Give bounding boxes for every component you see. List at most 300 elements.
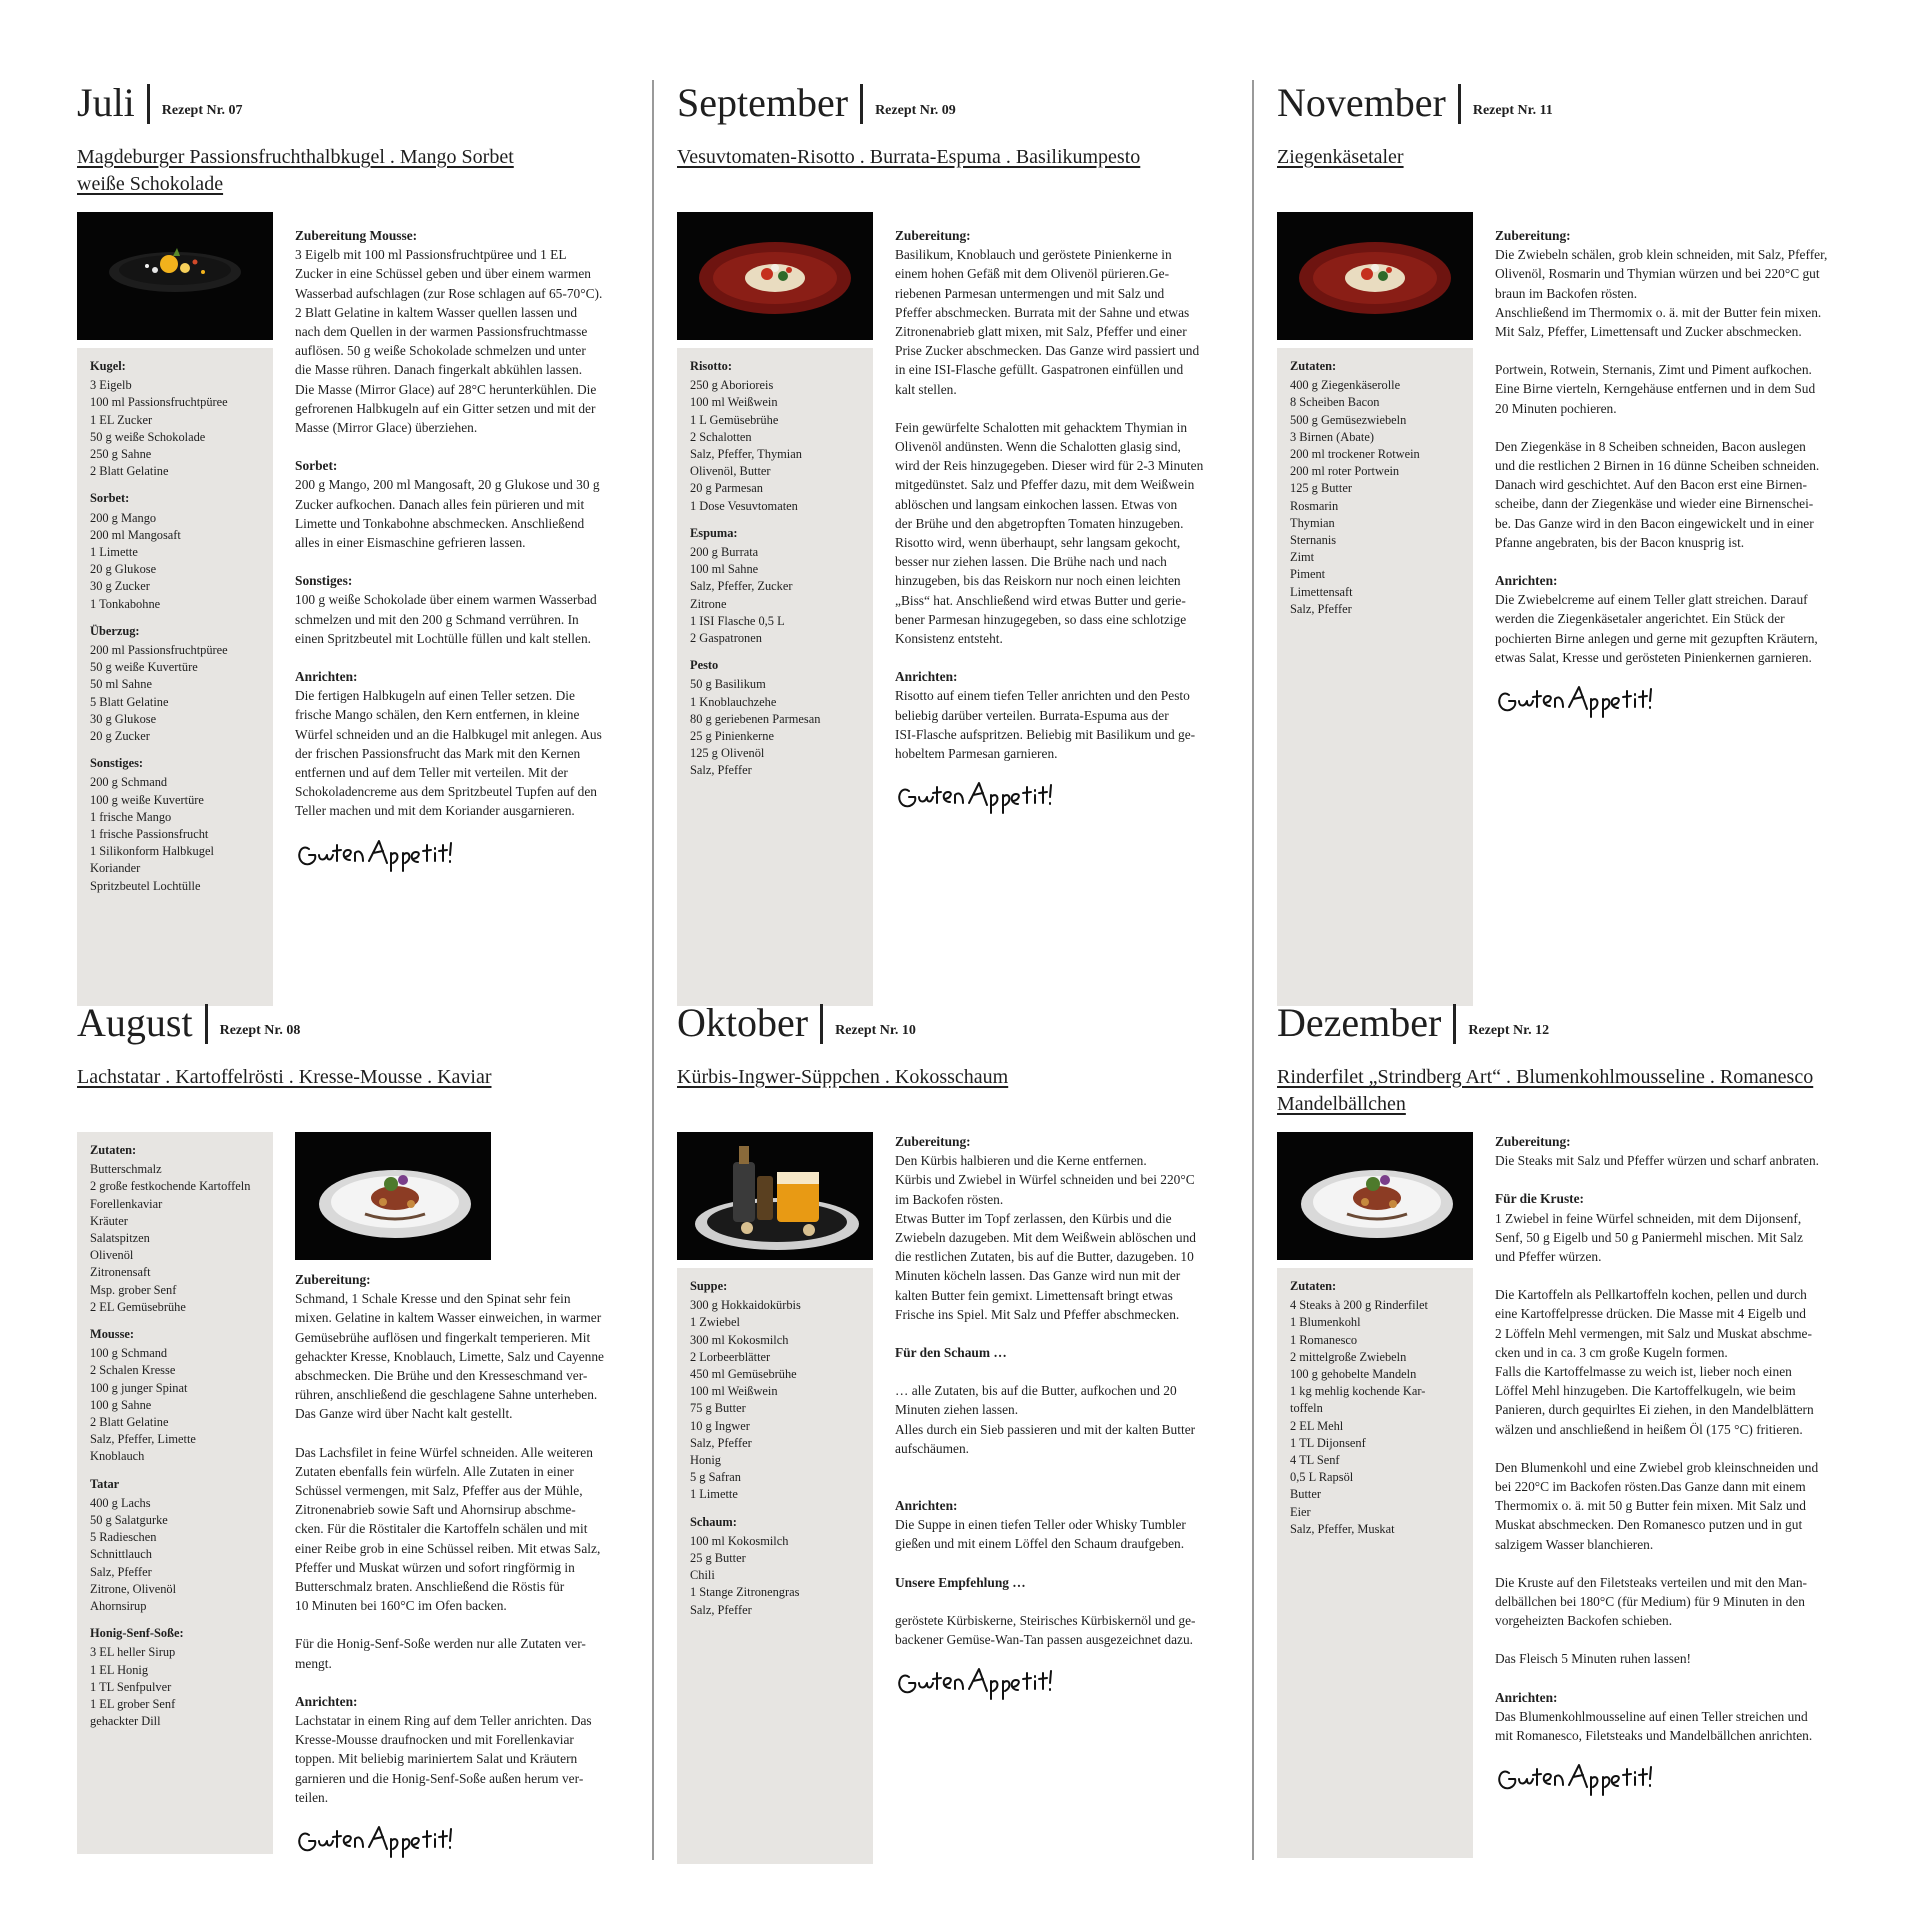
preparation-line: und Pfeffer würzen.	[1495, 1249, 1602, 1265]
preparation-line: der Brühe und den abgetropften Tomaten hinzugeben.	[895, 515, 1184, 531]
preparation-step-title: Zubereitung:	[895, 228, 971, 243]
dish-photo	[677, 212, 873, 340]
ingredient-group-title: Schaum:	[690, 1514, 737, 1529]
recipe-title-line: Ziegenkäsetaler	[1277, 146, 1404, 168]
ingredients-box	[677, 1268, 873, 1864]
preparation-line: Kürbis und Zwiebel in Würfel schneiden und bei 220°C	[895, 1172, 1195, 1188]
preparation-text	[895, 226, 1233, 817]
preparation-line: Pfanne angebraten, bis der Bacon knusprig ist.	[1495, 534, 1745, 550]
preparation-line: 10 Minuten bei 160°C im Ofen backen.	[295, 1598, 507, 1614]
preparation-line: Mit Salz, Pfeffer, Limettensaft und Zucker abschmecken.	[1495, 324, 1802, 340]
ingredient-item: 400 g Ziegenkäserolle	[1290, 378, 1401, 393]
recipe-card-oktober	[677, 990, 1237, 1648]
preparation-line: abschmecken. Die Brühe und den Kresseschmand ver-	[295, 1368, 588, 1384]
paragraph-spacer	[1495, 341, 1833, 360]
ingredient-item: 450 ml Gemüsebrühe	[690, 1367, 797, 1382]
ingredient-item: 50 g Basilikum	[690, 677, 766, 692]
month-title: Juli	[77, 80, 135, 125]
ingredient-item: 200 ml trockener Rotwein	[1290, 447, 1420, 462]
recipe-header	[77, 70, 637, 126]
ingredient-item: Olivenöl	[90, 1248, 134, 1263]
dish-photo	[677, 1132, 873, 1260]
header-divider	[205, 1004, 208, 1044]
preparation-line: auflösen. 50 g weiße Schokolade schmelzen und unter	[295, 343, 586, 359]
recipe-title	[77, 144, 637, 200]
preparation-line: riebenen Parmesan untermengen und mit Salz und	[895, 285, 1165, 301]
ingredient-item: Salz, Pfeffer, Muskat	[1290, 1521, 1395, 1536]
ingredient-item: 200 ml roter Portwein	[1290, 464, 1400, 479]
dish-photo	[1277, 212, 1473, 340]
ingredient-item: Ahornsirup	[90, 1599, 147, 1614]
preparation-text	[895, 1132, 1233, 1703]
preparation-line: einen Spritzbeutel mit Lochtülle füllen und kalt stellen.	[295, 630, 592, 646]
guten-appetit-signature	[895, 777, 1055, 817]
preparation-step-title: Sonstiges:	[295, 573, 353, 589]
ingredient-item: 5 g Safran	[690, 1470, 741, 1485]
preparation-line: Olivenöl, Rosmarin und Thymian würzen und bei 220°C gut	[1495, 266, 1820, 282]
ingredient-item: 30 g Zucker	[90, 579, 150, 594]
preparation-line: cken und in ca. 3 cm große Kugeln formen.	[1495, 1344, 1728, 1360]
preparation-line: Schokoladencreme aus dem Spritzbeutel Tupfen auf den	[295, 784, 597, 800]
recipe-title-line: Lachstatar . Kartoffelrösti . Kresse-Mousse . Kaviar	[77, 1066, 492, 1088]
paragraph-spacer	[1495, 418, 1833, 437]
month-title: Dezember	[1277, 1000, 1442, 1045]
preparation-line: Konsistenz entsteht.	[895, 631, 1003, 647]
preparation-line: garnieren und die Honig-Senf-Soße außen herum ver-	[295, 1770, 584, 1786]
paragraph-spacer	[895, 399, 1233, 418]
ingredient-item: 2 EL Gemüsebrühe	[90, 1299, 186, 1314]
ingredient-item: 1 TL Dijonsenf	[1290, 1435, 1366, 1450]
preparation-line: aufschäumen.	[895, 1440, 969, 1456]
preparation-line: Schüssel vermengen, mit Salz, Pfeffer aus der Mühle,	[295, 1483, 583, 1499]
ingredient-item: 2 Gaspatronen	[690, 631, 762, 646]
ingredient-group-title: Espuma:	[690, 525, 738, 540]
preparation-line: Gemüsebrühe auflösen und fingerkalt temperieren. Mit	[295, 1329, 591, 1345]
ingredient-item: 250 g Aborioreis	[690, 378, 774, 393]
ingredient-item: 1 ISI Flasche 0,5 L	[690, 613, 785, 628]
ingredients-box	[1277, 348, 1473, 1006]
ingredient-group-title: Tatar	[90, 1476, 120, 1491]
ingredient-item: Salz, Pfeffer, Thymian	[690, 447, 802, 462]
preparation-line: 20 Minuten pochieren.	[1495, 400, 1617, 416]
preparation-text	[1495, 226, 1833, 721]
paragraph-spacer	[1495, 1170, 1833, 1189]
ingredient-item: 1 EL grober Senf	[90, 1697, 176, 1712]
preparation-line: Thermomix o. ä. mit 50 g Butter fein mixen. Mit Salz und	[1495, 1498, 1806, 1514]
preparation-line: die restlichen Zutaten, bis auf die Butter, dazugeben. 10	[895, 1249, 1194, 1265]
recipe-card-dezember	[1277, 990, 1837, 1744]
preparation-line: nach dem Quellen in der warmen Passionsfruchtmasse	[295, 324, 588, 340]
paragraph-spacer	[895, 1458, 1233, 1477]
ingredient-group-title: Risotto:	[690, 359, 732, 373]
recipe-number: Rezept Nr. 08	[219, 1023, 301, 1038]
ingredient-item: Honig	[690, 1453, 721, 1468]
ingredient-item: 125 g Butter	[1290, 481, 1352, 496]
preparation-step-title: Für die Kruste:	[1495, 1191, 1585, 1207]
ingredient-item: 125 g Olivenöl	[690, 746, 765, 761]
recipe-header	[1277, 990, 1837, 1046]
ingredient-item: Koriander	[90, 861, 141, 876]
ingredient-item: 100 g Sahne	[90, 1397, 152, 1412]
ingredient-item: 2 EL Mehl	[1290, 1418, 1344, 1433]
guten-appetit-signature	[1495, 681, 1655, 721]
preparation-line: Butterschmalz braten. Anschließend die Röstis für	[295, 1579, 565, 1595]
preparation-line: Risotto wird, wenn überhaupt, sehr langsam gekocht,	[895, 535, 1181, 551]
ingredient-item: 100 g gehobelte Mandeln	[1290, 1367, 1417, 1382]
ingredient-item: 1 frische Mango	[90, 809, 172, 824]
preparation-line: Den Blumenkohl und eine Zwiebel grob kleinschneiden und	[1495, 1459, 1819, 1475]
preparation-line: im Backofen rösten.	[895, 1191, 1004, 1207]
month-title: November	[1277, 80, 1446, 125]
ingredient-item: Salz, Pfeffer, Zucker	[690, 579, 793, 594]
preparation-line: be. Das Ganze wird in den Bacon eingewickelt und in einer	[1495, 515, 1814, 531]
preparation-line: 3 Eigelb mit 100 ml Passionsfruchtpüree und 1 EL	[295, 247, 567, 263]
preparation-line: kalt stellen.	[895, 381, 957, 397]
ingredient-item: Thymian	[1290, 515, 1335, 530]
preparation-line: in eine ISI-Flasche gefüllt. Gaspatronen einfüllen und	[895, 362, 1184, 378]
ingredient-item: 100 ml Passionsfruchtpüree	[90, 395, 228, 410]
preparation-line: hinzugeben, bis das Reiskorn nur noch einen leichten	[895, 573, 1181, 589]
recipe-title-line: Kürbis-Ingwer-Süppchen . Kokosschaum	[677, 1066, 1009, 1088]
paragraph-spacer	[295, 1615, 633, 1634]
preparation-line: … alle Zutaten, bis auf die Butter, aufkochen und 20	[895, 1383, 1177, 1399]
preparation-line: einem hohen Gefäß mit dem Olivenöl pürieren.Ge-	[895, 266, 1170, 282]
preparation-line: besser nur ziehen lassen. Die Brühe nach und nach	[895, 554, 1167, 570]
ingredient-item: toffeln	[1290, 1401, 1323, 1416]
preparation-line: pochierten Birne anlegen und gerne mit gezupften Kräutern,	[1495, 630, 1818, 646]
preparation-line: geröstete Kürbiskerne, Steirisches Kürbiskernöl und ge-	[895, 1612, 1196, 1628]
paragraph-spacer	[1495, 1266, 1833, 1285]
month-title: September	[677, 80, 849, 125]
preparation-line: toppen. Mit beliebig mariniertem Salat und Kräutern	[295, 1751, 578, 1767]
preparation-line: Kresse-Mousse draufnocken und mit Forellenkaviar	[295, 1732, 574, 1748]
paragraph-spacer	[295, 437, 633, 456]
preparation-line: Zitronenabrieb glatt mixen, mit Salz, Pfeffer und einer	[895, 324, 1187, 340]
header-divider	[1453, 1004, 1456, 1044]
ingredient-item: 4 Steaks à 200 g Rinderfilet	[1290, 1298, 1428, 1313]
preparation-line: Für die Honig-Senf-Soße werden nur alle Zutaten ver-	[295, 1636, 586, 1652]
column-divider-right	[1252, 80, 1254, 1860]
ingredient-item: 20 g Glukose	[90, 562, 157, 577]
recipe-title-line: Rinderfilet „Strindberg Art“ . Blumenkohlmousseline . Romanesco	[1277, 1066, 1814, 1088]
preparation-line: Lachstatar in einem Ring auf dem Teller anrichten. Das	[295, 1713, 592, 1729]
ingredient-item: 200 g Schmand	[90, 775, 168, 790]
preparation-step-title: Zubereitung:	[895, 1134, 971, 1149]
dish-photo	[77, 212, 273, 340]
ingredient-item: 200 g Burrata	[690, 545, 759, 560]
preparation-line: Die Zwiebelcreme auf einem Teller glatt streichen. Darauf	[1495, 592, 1808, 608]
ingredient-item: 20 g Parmesan	[690, 481, 763, 496]
preparation-line: salzigem Wasser blanchieren.	[1495, 1536, 1654, 1552]
preparation-line: beliebig darüber verteilen. Burrata-Espuma aus der	[895, 707, 1169, 723]
recipe-title-line: Magdeburger Passionsfruchthalbkugel . Mango Sorbet	[77, 146, 514, 168]
preparation-line: schmelzen und mit den 200 g Schmand verrühren. In	[295, 611, 579, 627]
preparation-line: ISI-Flasche aufspritzen. Beliebig mit Basilikum und ge-	[895, 726, 1196, 742]
header-divider	[1458, 84, 1461, 124]
preparation-step-title: Für den Schaum …	[895, 1345, 1007, 1361]
preparation-line: braun im Backofen rösten.	[1495, 285, 1638, 301]
ingredient-item: Zitronensaft	[90, 1265, 151, 1280]
recipe-number: Rezept Nr. 11	[1472, 103, 1553, 118]
ingredient-group-title: Sonstiges:	[90, 756, 144, 771]
ingredient-item: gehackter Dill	[90, 1714, 161, 1729]
preparation-text	[295, 226, 633, 875]
preparation-step-title: Anrichten:	[895, 669, 958, 685]
ingredient-item: 20 g Zucker	[90, 729, 150, 744]
preparation-line: cken. Für die Röstitaler die Kartoffeln schälen und mit	[295, 1521, 588, 1537]
preparation-line: bener Parmesan hinzugegeben, so dass eine schlotzige	[895, 611, 1187, 627]
preparation-line: Die Kartoffeln als Pellkartoffeln kochen, pellen und durch	[1495, 1287, 1807, 1303]
ingredient-item: 1 Silikonform Halbkugel	[90, 844, 214, 859]
ingredient-item: Olivenöl, Butter	[690, 464, 771, 479]
ingredient-item: 2 Lorbeerblätter	[690, 1349, 771, 1364]
ingredient-group-title: Zutaten:	[90, 1143, 137, 1157]
ingredient-group-title: Zutaten:	[1290, 1279, 1337, 1293]
preparation-line: Alles durch ein Sieb passieren und mit der kalten Butter	[895, 1421, 1196, 1437]
preparation-line: backener Gemüse-Wan-Tan passen ausgezeichnet dazu.	[895, 1632, 1194, 1648]
ingredient-item: Msp. grober Senf	[90, 1282, 177, 1297]
preparation-line: entfernen und auf dem Teller mit verteilen. Mit der	[295, 765, 568, 781]
ingredients-box	[1277, 1268, 1473, 1858]
guten-appetit-signature	[895, 1663, 1055, 1703]
preparation-line: Teller machen und mit dem Koriander ausgarnieren.	[295, 803, 575, 819]
recipe-title	[677, 144, 1237, 200]
recipe-title-line: Vesuvtomaten-Risotto . Burrata-Espuma . Basilikumpesto	[677, 146, 1141, 168]
preparation-line: Frische ins Spiel. Mit Salz und Pfeffer abschmecken.	[895, 1306, 1180, 1322]
preparation-line: etwas Salat, Kresse und gerösteten Pinienkernen garnieren.	[1495, 649, 1812, 665]
preparation-line: Danach wird geschichtet. Auf den Bacon erst eine Birnen-	[1495, 477, 1807, 493]
ingredient-item: 1 Stange Zitronengras	[690, 1585, 800, 1600]
recipe-title	[677, 1064, 1237, 1120]
recipe-number: Rezept Nr. 10	[835, 1023, 916, 1038]
ingredient-item: 100 ml Weißwein	[690, 395, 778, 410]
preparation-line: rühren, anschließend die geschlagene Sahne unterheben.	[295, 1387, 598, 1403]
ingredient-item: Salz, Pfeffer	[690, 1435, 752, 1450]
month-title: Oktober	[677, 1000, 809, 1045]
preparation-line: Schmand, 1 Schale Kresse und den Spinat sehr fein	[295, 1291, 571, 1307]
ingredient-item: 2 Schalen Kresse	[90, 1363, 176, 1378]
guten-appetit-signature	[295, 835, 455, 875]
ingredient-item: 80 g geriebenen Parmesan	[690, 711, 821, 726]
ingredient-item: 200 ml Mangosaft	[90, 527, 181, 542]
preparation-line: 200 g Mango, 200 ml Mangosaft, 20 g Glukose und 30 g	[295, 477, 600, 493]
preparation-line: Zwiebeln dazugeben. Mit dem Weißwein ablöschen und	[895, 1230, 1196, 1246]
preparation-line: Die Steaks mit Salz und Pfeffer würzen und scharf anbraten.	[1495, 1153, 1819, 1169]
ingredient-item: 2 Blatt Gelatine	[90, 464, 169, 479]
preparation-line: bei 220°C im Backofen rösten.Das Ganze dann mit einem	[1495, 1479, 1806, 1495]
ingredient-group-title: Suppe:	[690, 1279, 728, 1293]
preparation-line: „Biss“ hat. Anschließend wird etwas Butter und gerie-	[895, 592, 1186, 608]
ingredient-item: 2 große festkochende Kartoffeln	[90, 1179, 251, 1194]
paragraph-spacer	[1495, 1630, 1833, 1649]
preparation-line: hobeltem Parmesan garnieren.	[895, 746, 1058, 762]
recipe-card-november	[1277, 70, 1837, 665]
ingredient-item: 1 Tonkabohne	[90, 596, 161, 611]
paragraph-spacer	[1495, 552, 1833, 571]
preparation-line: Das Lachsfilet in feine Würfel schneiden. Alle weiteren	[295, 1444, 593, 1460]
preparation-line: Löffel Mehl hinzugeben. Die Kartoffelkugeln, wie beim	[1495, 1383, 1796, 1399]
ingredient-item: 2 Blatt Gelatine	[90, 1415, 169, 1430]
preparation-line: Minuten ziehen lassen.	[895, 1402, 1019, 1418]
ingredient-item: 300 g Hokkaidokürbis	[690, 1298, 801, 1313]
ingredient-item: 250 g Sahne	[90, 447, 152, 462]
preparation-line: gehackter Kresse, Knoblauch, Limette, Salz und Cayenne	[295, 1348, 604, 1364]
paragraph-spacer	[895, 648, 1233, 667]
ingredient-item: Kräuter	[90, 1213, 128, 1228]
ingredient-item: 1 Limette	[690, 1487, 738, 1502]
preparation-line: Zutaten ebenfalls fein würfeln. Alle Zutaten in einer	[295, 1463, 574, 1479]
preparation-step-title: Anrichten:	[1495, 1689, 1558, 1705]
ingredient-item: 5 Radieschen	[90, 1530, 157, 1545]
ingredient-item: 4 TL Senf	[1290, 1453, 1340, 1468]
preparation-line: Etwas Butter im Topf zerlassen, den Kürbis und die	[895, 1210, 1172, 1226]
preparation-line: scheibe, dann der Ziegenkäse und wieder eine Birnenschei-	[1495, 496, 1814, 512]
ingredient-item: 5 Blatt Gelatine	[90, 694, 169, 709]
preparation-step-title: Zubereitung:	[295, 1272, 371, 1287]
dish-photo	[1277, 1132, 1473, 1260]
preparation-line: Pfeffer abschmecken. Burrata mit der Sahne und etwas	[895, 304, 1190, 320]
preparation-line: Zitronenabrieb sowie Saft und Ahornsirup abschme-	[295, 1502, 576, 1518]
preparation-line: Zucker aufkochen. Danach alles fein pürieren und mit	[295, 496, 585, 512]
preparation-step-title: Zubereitung:	[1495, 228, 1571, 243]
ingredient-item: Knoblauch	[90, 1449, 145, 1464]
preparation-step-title: Sorbet:	[295, 458, 338, 474]
paragraph-spacer	[895, 1362, 1233, 1381]
preparation-line: mit Romanesco, Filetsteaks und Mandelbällchen anrichten.	[1495, 1728, 1813, 1744]
preparation-line: der frischen Passionsfrucht das Mark mit den Kernen	[295, 745, 581, 761]
ingredient-item: 200 g Mango	[90, 510, 157, 525]
ingredient-item: 3 Eigelb	[90, 378, 132, 393]
paragraph-spacer	[895, 1592, 1233, 1611]
preparation-line: Die Zwiebeln schälen, grob klein schneiden, mit Salz, Pfeffer,	[1495, 247, 1828, 263]
ingredient-item: Zimt	[1290, 550, 1315, 565]
preparation-line: Muskat abschmecken. Den Romanesco putzen und in gut	[1495, 1517, 1803, 1533]
ingredient-item: Piment	[1290, 567, 1326, 582]
ingredients-box	[77, 1132, 273, 1854]
guten-appetit-signature	[295, 1821, 455, 1861]
recipe-card-september	[677, 70, 1237, 778]
preparation-line: Wasserbad aufschlagen (zur Rose schlagen auf 65-70°C).	[295, 285, 603, 301]
ingredient-item: Salatspitzen	[90, 1231, 150, 1246]
ingredient-item: 1 frische Passionsfrucht	[90, 827, 209, 842]
ingredient-item: 1 Dose Vesuvtomaten	[690, 498, 798, 513]
preparation-line: Pfeffer und Muskat würzen und sofort ringförmig in	[295, 1559, 575, 1575]
preparation-line: teilen.	[295, 1789, 329, 1805]
paragraph-spacer	[295, 552, 633, 571]
ingredient-item: Rosmarin	[1290, 498, 1339, 513]
ingredient-item: Forellenkaviar	[90, 1196, 163, 1211]
ingredient-item: Salz, Pfeffer	[1290, 601, 1352, 616]
ingredient-item: Salz, Pfeffer	[90, 1564, 152, 1579]
preparation-line: mengt.	[295, 1655, 332, 1671]
ingredient-item: Chili	[690, 1568, 715, 1583]
ingredient-item: 100 g Schmand	[90, 1346, 168, 1361]
ingredient-item: 25 g Pinienkerne	[690, 729, 774, 744]
preparation-line: Risotto auf einem tiefen Teller anrichten und den Pesto	[895, 688, 1190, 704]
preparation-text	[295, 1270, 633, 1861]
ingredient-item: 1 Knoblauchzehe	[690, 694, 777, 709]
preparation-line: Anschließend im Thermomix o. ä. mit der Butter fein mixen.	[1495, 304, 1822, 320]
ingredient-item: 50 g weiße Schokolade	[90, 429, 206, 444]
ingredient-group-title: Zutaten:	[1290, 359, 1337, 373]
preparation-line: gefrorenen Halbkugeln auf ein Gitter setzen und mit der	[295, 400, 596, 416]
ingredient-item: 10 g Ingwer	[690, 1418, 750, 1433]
ingredient-item: 30 g Glukose	[90, 711, 157, 726]
ingredient-group-title: Pesto	[690, 658, 719, 673]
recipe-number: Rezept Nr. 12	[1468, 1023, 1550, 1038]
preparation-line: Das Ganze wird über Nacht kalt gestellt.	[295, 1406, 513, 1422]
preparation-line: Würfel schneiden und an die Halbkugel mit anlegen. Aus	[295, 726, 602, 742]
recipe-title	[1277, 1064, 1837, 1120]
preparation-line: Die Suppe in einen tiefen Teller oder Whisky Tumbler	[895, 1517, 1186, 1533]
preparation-line: Olivenöl andünsten. Wenn die Schalotten glasig sind,	[895, 439, 1181, 455]
ingredient-item: 500 g Gemüsezwiebeln	[1290, 412, 1407, 427]
preparation-step-title: Unsere Empfehlung …	[895, 1574, 1026, 1590]
preparation-step-title: Anrichten:	[895, 1498, 958, 1514]
header-divider	[860, 84, 863, 124]
recipe-title	[77, 1064, 637, 1120]
ingredient-item: Spritzbeutel Lochtülle	[90, 878, 201, 893]
preparation-line: Die Kruste auf den Filetsteaks verteilen und mit den Man-	[1495, 1574, 1807, 1590]
preparation-line: frische Mango schälen, den Kern entfernen, in kleine	[295, 707, 580, 723]
ingredients-box	[677, 348, 873, 1006]
ingredient-item: 300 ml Kokosmilch	[690, 1332, 789, 1347]
ingredient-item: Salz, Pfeffer	[690, 1602, 752, 1617]
ingredient-item: 100 ml Weißwein	[690, 1384, 778, 1399]
preparation-line: 1 Zwiebel in feine Würfel schneiden, mit dem Dijonsenf,	[1495, 1210, 1802, 1226]
preparation-line: einer Reibe grob in eine Schüssel reiben. Mit etwas Salz,	[295, 1540, 601, 1556]
header-divider	[147, 84, 150, 124]
preparation-line: Das Fleisch 5 Minuten ruhen lassen!	[1495, 1651, 1691, 1667]
ingredient-item: 2 Schalotten	[690, 429, 752, 444]
preparation-line: Panieren, durch gequirltes Ei ziehen, in den Mandelblättern	[1495, 1402, 1814, 1418]
ingredient-item: Zitrone	[690, 596, 727, 611]
preparation-line: Die fertigen Halbkugeln auf einen Teller setzen. Die	[295, 688, 575, 704]
preparation-step-title: Anrichten:	[295, 1693, 358, 1709]
recipe-title-line: weiße Schokolade	[77, 173, 224, 195]
recipe-number: Rezept Nr. 09	[875, 103, 956, 118]
preparation-line: die Masse rühren. Danach fingerkalt abkühlen lassen.	[295, 362, 583, 378]
ingredient-item: 1 L Gemüsebrühe	[690, 412, 779, 427]
preparation-line: eine Kartoffelpresse drücken. Die Masse mit 4 Eigelb und	[1495, 1306, 1806, 1322]
preparation-line: 2 Löffeln Mehl vermengen, mit Salz und Muskat abschme-	[1495, 1325, 1812, 1341]
preparation-line: ablöschen und langsam einkochen lassen. Etwas von	[895, 496, 1178, 512]
ingredient-group-title: Sorbet:	[90, 491, 130, 506]
preparation-line: werden die Ziegenkäsetaler angerichtet. Ein Stück der	[1495, 611, 1785, 627]
preparation-line: Den Kürbis halbieren und die Kerne entfernen.	[895, 1153, 1147, 1169]
ingredient-item: 100 g weiße Kuvertüre	[90, 792, 204, 807]
recipe-header	[77, 990, 637, 1046]
paragraph-spacer	[295, 1424, 633, 1443]
ingredient-item: 1 EL Honig	[90, 1662, 149, 1677]
ingredient-item: 200 ml Passionsfruchtpüree	[90, 643, 228, 658]
paragraph-spacer	[1495, 1554, 1833, 1573]
ingredient-item: 75 g Butter	[690, 1401, 746, 1416]
dish-photo	[295, 1132, 491, 1260]
column-divider-left	[652, 80, 654, 1860]
ingredient-item: Eier	[1290, 1504, 1311, 1519]
guten-appetit-signature	[1495, 1759, 1655, 1799]
preparation-line: delbällchen bei 180°C (für Medium) für 9 Minuten in den	[1495, 1594, 1805, 1610]
ingredient-item: 8 Scheiben Bacon	[1290, 395, 1380, 410]
preparation-line: und die restlichen 2 Birnen in 16 dünne Scheiben schneiden.	[1495, 458, 1820, 474]
preparation-line: wird der Reis hinzugegeben. Dieser wird für 2-3 Minuten	[895, 458, 1204, 474]
preparation-line: alles in einer Eismaschine gefrieren lassen.	[295, 535, 526, 551]
preparation-step-title: Zubereitung:	[1495, 1134, 1571, 1149]
ingredient-item: 25 g Butter	[690, 1551, 746, 1566]
recipe-header	[677, 70, 1237, 126]
ingredient-item: 100 g junger Spinat	[90, 1380, 188, 1395]
